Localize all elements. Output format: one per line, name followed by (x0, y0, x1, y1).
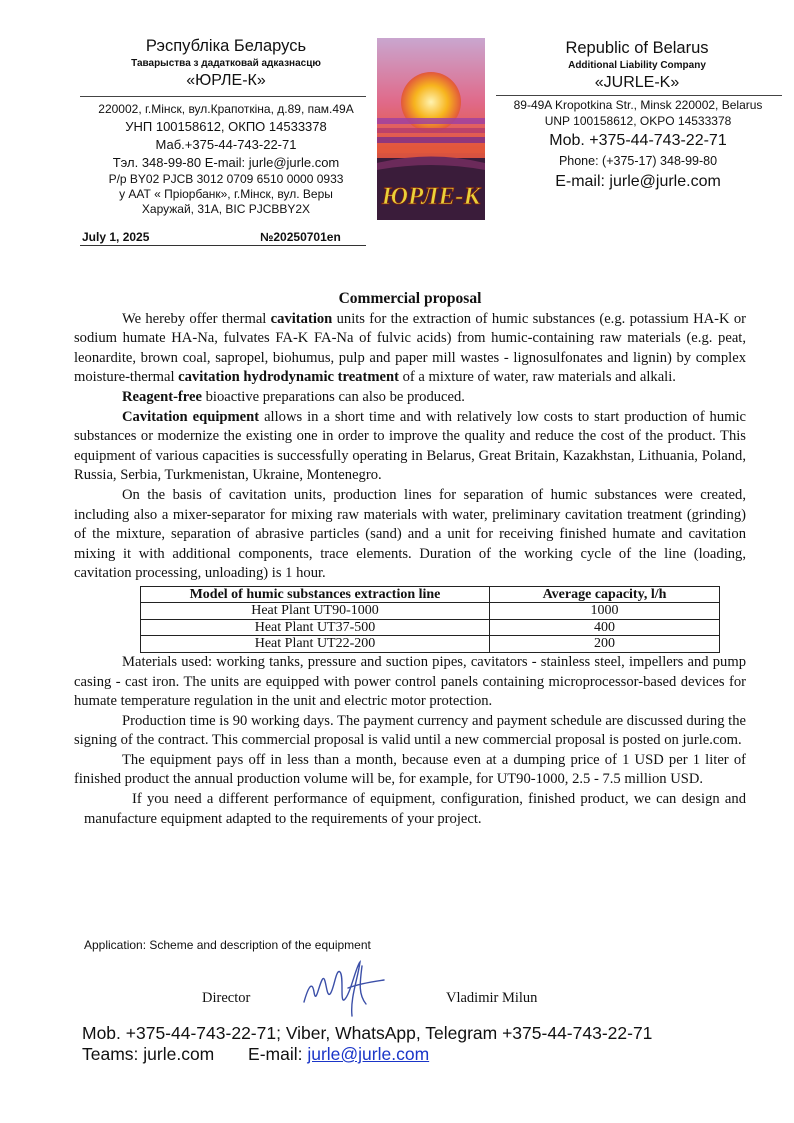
table-row (141, 603, 720, 620)
logo-sun-icon (377, 38, 485, 220)
director-label: Director (202, 990, 251, 1006)
signature-icon (300, 958, 400, 1020)
tax-ids-by: УНП 100158612, ОКПО 14533378 (125, 119, 327, 134)
company-logo (377, 38, 485, 220)
logo-text: ЮРЛЕ-К (381, 183, 481, 210)
footer-contacts (82, 1023, 652, 1065)
paragraph-7: The equipment pays off in less than a month, because even at a dumping price of 1 USD per 1 liter of finished product the annual production volume will be, for example, for UT90-1000, 2.5 - 7.5 million USD. (74, 751, 746, 788)
paragraph-8: If you need a different performance of equipment, configuration, finished product, we can design and manufacture equipment adapted to the requirements of your project. (84, 791, 746, 827)
tax-ids-en: UNP 100158612, OKPO 14533378 (544, 114, 732, 128)
phone-en: Phone: (+375-17) 348-99-80 (558, 154, 718, 168)
company-type-by: Таварыства з дадатковай адказнасцю (131, 58, 321, 69)
table-cell-model: Heat Plant UT37-500 (141, 619, 490, 636)
company-type-en: Additional Liability Company (568, 60, 706, 71)
director-name: Vladimir Milun (446, 990, 538, 1006)
table-cell-capacity: 400 (490, 619, 720, 636)
footer-phone-line: Mob. +375-44-743-22-71; Viber, WhatsApp, Telegram +375-44-743-22-71 (82, 1023, 653, 1043)
header-right-divider (496, 95, 782, 96)
header-left-divider (80, 96, 366, 97)
doc-date-row (80, 228, 366, 246)
date-underline (80, 245, 366, 246)
paragraph-1: We hereby offer thermal cavitation units for the extraction of humic substances (e.g. potassium HA-K or sodium humate HA-Na, fulvates FA-K FA-Na of fulvic acids) from humic-containing raw materials (e.g. peat, leonardite, brown coal, sapropel, biohumus, pulp and paper mill wastes - lignosulfonates and lignin) by complex moisture-thermal cavitation hydrodynamic treatment of a mixture of water, raw materials and alkali. (74, 310, 747, 386)
phone-email-by: Тэл. 348-99-80 E-mail: jurle@jurle.com (112, 155, 340, 170)
capacity-table (140, 586, 720, 653)
page-title: Commercial proposal (338, 290, 482, 307)
mobile-en: Mob. +375-44-743-22-71 (549, 132, 727, 149)
application-note: Application: Scheme and description of the equipment (84, 938, 371, 952)
email-en: E-mail: jurle@jurle.com (555, 173, 721, 190)
header-left (78, 36, 374, 90)
footer-teams-email (82, 1044, 652, 1065)
country-by: Рэспубліка Беларусь (145, 37, 307, 55)
paragraph-6: Production time is 90 working days. The payment currency and payment schedule are discussed during the signing of the contract. This commercial proposal is valid until a new commercial proposal is posted on jurle.com. (74, 712, 746, 749)
paragraph-5: Materials used: working tanks, pressure and suction pipes, cavitators - stainless steel, impellers and pump casing - cast iron. The units are equipped with power control panels containing microprocessor-based devices for humate temperature regulation in the unit and electric motor protection. (74, 653, 746, 710)
address-by: 220002, г.Мінск, вул.Крапоткіна, д.89, пам.49А (98, 102, 354, 116)
company-name-en: «JURLE-K» (594, 74, 680, 91)
header-right-details (488, 98, 788, 193)
header-left-details (78, 100, 374, 217)
footer-email-link[interactable]: jurle@jurle.com (307, 1044, 430, 1064)
footer-email-label: E-mail: (248, 1044, 308, 1064)
table-cell-model: Heat Plant UT22-200 (141, 636, 490, 653)
mobile-by: Маб.+375-44-743-22-71 (155, 137, 297, 152)
paragraph-2: Reagent-free bioactive preparations can also be produced. (122, 388, 465, 405)
country-en: Republic of Belarus (565, 39, 709, 57)
bank-line-2: у ААТ « Пріорбанк», г.Мінск, вул. Веры (119, 187, 333, 201)
paragraph-3: Cavitation equipment allows in a short time and with relatively low costs to start production of humic substances or modernize the existing one in order to improve the quality and reduce the cost of the product. This equipment of various capacities is successfully operating in Belarus, Great Britain, Kazakhstan, Lithuania, Poland, Russia, Serbia, Turkmenistan, Ukraine, Montenegro. (74, 408, 747, 484)
table-row (141, 636, 720, 653)
table-header-model: Model of humic substances extraction line (141, 586, 490, 603)
header-right (492, 38, 782, 92)
table-cell-capacity: 200 (490, 636, 720, 653)
bank-line-3: Харужай, 31А, BIC PJCBBY2X (141, 202, 311, 216)
paragraph-4: On the basis of cavitation units, production lines for separation of humic substances were created, including also a mixer-separator for mixing raw materials with water, preliminary cavitation treatment (grinding) of the mixture, separation of abrasive particles (sand) and a unit for receiving finished humate and cavitation mixing it with additional components, trace elements. Duration of the working cycle of the line (loading, cavitation processing, unloading) is 1 hour. (74, 486, 746, 582)
table-cell-capacity: 1000 (490, 603, 720, 620)
table-row (141, 619, 720, 636)
proposal-body (74, 289, 746, 829)
company-name-by: «ЮРЛЕ-К» (186, 72, 266, 89)
address-en: 89-49A Kropotkina Str., Minsk 220002, Belarus (513, 98, 763, 112)
table-cell-model: Heat Plant UT90-1000 (141, 603, 490, 620)
doc-number: №20250701en (260, 230, 341, 244)
table-header-row (141, 586, 720, 603)
doc-date: July 1, 2025 (82, 230, 150, 244)
footer-teams: Teams: jurle.com (82, 1044, 215, 1064)
table-header-capacity: Average capacity, l/h (490, 586, 720, 603)
bank-line-1: Р/р BY02 PJCB 3012 0709 6510 0000 0933 (108, 172, 344, 186)
